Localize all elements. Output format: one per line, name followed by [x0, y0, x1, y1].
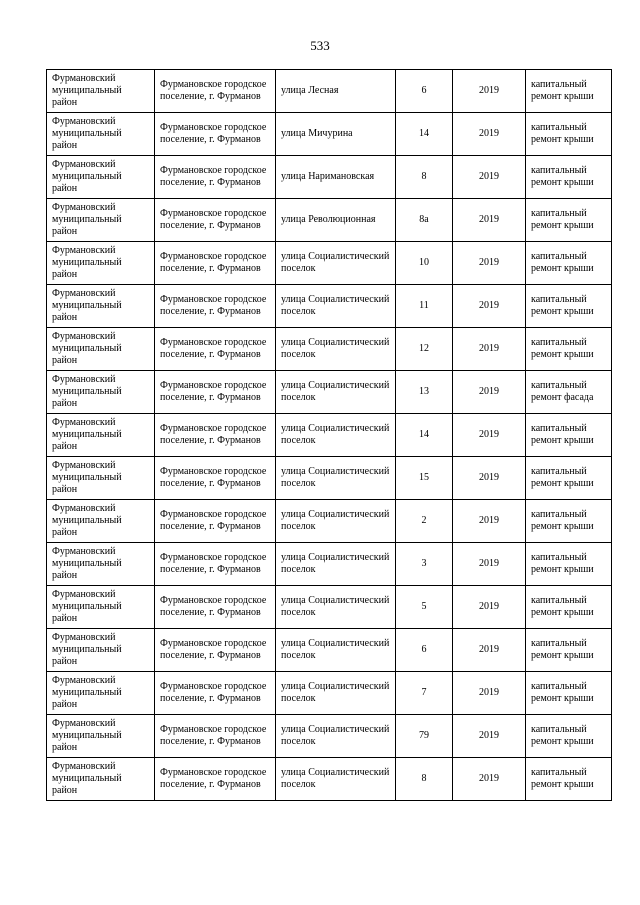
year-cell: 2019: [453, 629, 526, 672]
settlement-cell: Фурмановское городское поселение, г. Фурманов: [155, 414, 276, 457]
table-row: [47, 156, 612, 199]
year-cell: 2019: [453, 285, 526, 328]
year-cell: 2019: [453, 242, 526, 285]
table-row: [47, 113, 612, 156]
table-row: [47, 371, 612, 414]
district-cell: Фурмановский муниципальный район: [47, 543, 155, 586]
table-row: [47, 414, 612, 457]
house-number-cell: 12: [396, 328, 453, 371]
work-type-cell: капитальный ремонт крыши: [526, 586, 612, 629]
district-cell: Фурмановский муниципальный район: [47, 758, 155, 801]
house-number-cell: 8а: [396, 199, 453, 242]
work-type-cell: капитальный ремонт крыши: [526, 500, 612, 543]
work-type-cell: капитальный ремонт крыши: [526, 672, 612, 715]
table-row: [47, 457, 612, 500]
table-row: [47, 629, 612, 672]
street-cell: улица Социалистический поселок: [276, 758, 396, 801]
house-number-cell: 13: [396, 371, 453, 414]
house-number-cell: 10: [396, 242, 453, 285]
district-cell: Фурмановский муниципальный район: [47, 242, 155, 285]
settlement-cell: Фурмановское городское поселение, г. Фурманов: [155, 156, 276, 199]
district-cell: Фурмановский муниципальный район: [47, 199, 155, 242]
district-cell: Фурмановский муниципальный район: [47, 715, 155, 758]
table-row: [47, 543, 612, 586]
district-cell: Фурмановский муниципальный район: [47, 371, 155, 414]
street-cell: улица Социалистический поселок: [276, 586, 396, 629]
year-cell: 2019: [453, 156, 526, 199]
year-cell: 2019: [453, 543, 526, 586]
work-type-cell: капитальный ремонт крыши: [526, 199, 612, 242]
house-number-cell: 7: [396, 672, 453, 715]
table-row: [47, 242, 612, 285]
house-number-cell: 5: [396, 586, 453, 629]
house-number-cell: 15: [396, 457, 453, 500]
work-type-cell: капитальный ремонт крыши: [526, 543, 612, 586]
table-row: [47, 328, 612, 371]
settlement-cell: Фурмановское городское поселение, г. Фурманов: [155, 371, 276, 414]
house-number-cell: 8: [396, 758, 453, 801]
settlement-cell: Фурмановское городское поселение, г. Фурманов: [155, 70, 276, 113]
house-number-cell: 3: [396, 543, 453, 586]
table-row: [47, 285, 612, 328]
year-cell: 2019: [453, 199, 526, 242]
street-cell: улица Революционная: [276, 199, 396, 242]
street-cell: улица Социалистический поселок: [276, 672, 396, 715]
district-cell: Фурмановский муниципальный район: [47, 414, 155, 457]
work-type-cell: капитальный ремонт крыши: [526, 70, 612, 113]
year-cell: 2019: [453, 457, 526, 500]
settlement-cell: Фурмановское городское поселение, г. Фурманов: [155, 586, 276, 629]
table-row: [47, 715, 612, 758]
district-cell: Фурмановский муниципальный район: [47, 70, 155, 113]
table-body: [47, 70, 612, 801]
settlement-cell: Фурмановское городское поселение, г. Фурманов: [155, 672, 276, 715]
table-row: [47, 758, 612, 801]
work-type-cell: капитальный ремонт крыши: [526, 457, 612, 500]
street-cell: улица Наримановская: [276, 156, 396, 199]
year-cell: 2019: [453, 328, 526, 371]
street-cell: улица Социалистический поселок: [276, 328, 396, 371]
settlement-cell: Фурмановское городское поселение, г. Фурманов: [155, 629, 276, 672]
year-cell: 2019: [453, 113, 526, 156]
work-type-cell: капитальный ремонт крыши: [526, 414, 612, 457]
street-cell: улица Социалистический поселок: [276, 629, 396, 672]
district-cell: Фурмановский муниципальный район: [47, 672, 155, 715]
house-number-cell: 11: [396, 285, 453, 328]
district-cell: Фурмановский муниципальный район: [47, 629, 155, 672]
street-cell: улица Лесная: [276, 70, 396, 113]
work-type-cell: капитальный ремонт крыши: [526, 629, 612, 672]
district-cell: Фурмановский муниципальный район: [47, 328, 155, 371]
street-cell: улица Социалистический поселок: [276, 715, 396, 758]
work-type-cell: капитальный ремонт крыши: [526, 113, 612, 156]
street-cell: улица Социалистический поселок: [276, 414, 396, 457]
repair-schedule-table: [46, 69, 612, 801]
district-cell: Фурмановский муниципальный район: [47, 457, 155, 500]
street-cell: улица Социалистический поселок: [276, 500, 396, 543]
house-number-cell: 6: [396, 70, 453, 113]
work-type-cell: капитальный ремонт крыши: [526, 328, 612, 371]
house-number-cell: 2: [396, 500, 453, 543]
street-cell: улица Социалистический поселок: [276, 371, 396, 414]
settlement-cell: Фурмановское городское поселение, г. Фурманов: [155, 328, 276, 371]
year-cell: 2019: [453, 500, 526, 543]
settlement-cell: Фурмановское городское поселение, г. Фурманов: [155, 457, 276, 500]
year-cell: 2019: [453, 715, 526, 758]
settlement-cell: Фурмановское городское поселение, г. Фурманов: [155, 758, 276, 801]
street-cell: улица Социалистический поселок: [276, 543, 396, 586]
work-type-cell: капитальный ремонт крыши: [526, 285, 612, 328]
work-type-cell: капитальный ремонт крыши: [526, 758, 612, 801]
settlement-cell: Фурмановское городское поселение, г. Фурманов: [155, 242, 276, 285]
year-cell: 2019: [453, 414, 526, 457]
table-row: [47, 70, 612, 113]
year-cell: 2019: [453, 758, 526, 801]
street-cell: улица Социалистический поселок: [276, 457, 396, 500]
work-type-cell: капитальный ремонт крыши: [526, 715, 612, 758]
house-number-cell: 79: [396, 715, 453, 758]
settlement-cell: Фурмановское городское поселение, г. Фурманов: [155, 543, 276, 586]
house-number-cell: 14: [396, 113, 453, 156]
work-type-cell: капитальный ремонт крыши: [526, 242, 612, 285]
year-cell: 2019: [453, 70, 526, 113]
work-type-cell: капитальный ремонт крыши: [526, 156, 612, 199]
settlement-cell: Фурмановское городское поселение, г. Фурманов: [155, 199, 276, 242]
district-cell: Фурмановский муниципальный район: [47, 500, 155, 543]
table-row: [47, 500, 612, 543]
year-cell: 2019: [453, 672, 526, 715]
street-cell: улица Социалистический поселок: [276, 242, 396, 285]
house-number-cell: 14: [396, 414, 453, 457]
settlement-cell: Фурмановское городское поселение, г. Фурманов: [155, 113, 276, 156]
page-number: 533: [310, 38, 330, 53]
year-cell: 2019: [453, 371, 526, 414]
settlement-cell: Фурмановское городское поселение, г. Фурманов: [155, 285, 276, 328]
table-row: [47, 199, 612, 242]
table-row: [47, 586, 612, 629]
district-cell: Фурмановский муниципальный район: [47, 586, 155, 629]
work-type-cell: капитальный ремонт фасада: [526, 371, 612, 414]
year-cell: 2019: [453, 586, 526, 629]
settlement-cell: Фурмановское городское поселение, г. Фурманов: [155, 715, 276, 758]
district-cell: Фурмановский муниципальный район: [47, 285, 155, 328]
district-cell: Фурмановский муниципальный район: [47, 156, 155, 199]
settlement-cell: Фурмановское городское поселение, г. Фурманов: [155, 500, 276, 543]
table-row: [47, 672, 612, 715]
house-number-cell: 8: [396, 156, 453, 199]
street-cell: улица Мичурина: [276, 113, 396, 156]
district-cell: Фурмановский муниципальный район: [47, 113, 155, 156]
street-cell: улица Социалистический поселок: [276, 285, 396, 328]
house-number-cell: 6: [396, 629, 453, 672]
